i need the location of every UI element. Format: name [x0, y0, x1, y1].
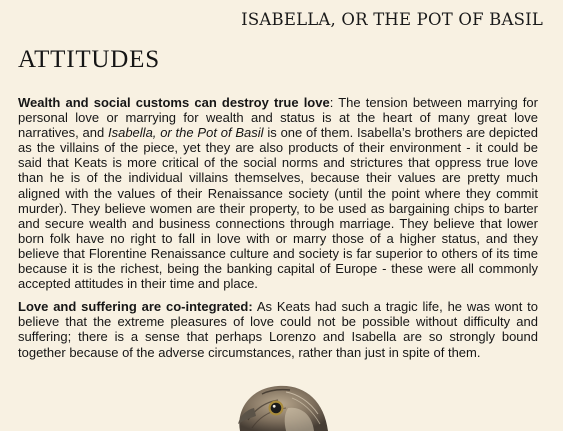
section-body: [18, 95, 538, 368]
section-heading: ATTITUDES: [18, 46, 160, 73]
paragraph-text: The tension between marrying for personal love or marrying for wealth and status is at the heart of many great love narratives, and: [18, 95, 538, 141]
book-title: ISABELLA, OR THE POT OF BASIL: [241, 10, 543, 29]
paragraph-text: As Keats had such a tragic life, he was wont to believe that the extreme pleasures of love could not be possible without difficulty and suffering; there is a sense that perhaps Lorenzo and Isabella are so strongly bound together because of the adverse circumstances, rather than just in spite of them.: [18, 299, 539, 360]
work-title: Isabella, or the Pot of Basil: [107, 125, 264, 141]
eye: [271, 403, 282, 414]
bird-illustration-svg: [226, 378, 336, 431]
paragraph-lead: Love and suffering are co-integrated:: [18, 299, 253, 315]
paragraph-wealth: [18, 95, 538, 291]
bird-head-illustration-icon: [226, 378, 336, 431]
paragraph-text-continued: is one of them. Isabella’s brothers are depicted as the villains of the piece, yet they are also products of their environment - it could be said that Keats is more critical of the social norms and strictures that oppress true love than he is of the individual villains themselves, because their values are pretty much aligned with the values of their Renaissance society (until the point where they commit murder). They believe women are their property, to be used as bargaining chips to barter and secure wealth and business connections through marriage. They believe that lower born folk have no right to fall in love with or marry those of a higher status, and they believe that Florentine Renaissance culture and society is far superior to others of its time because it is the richest, being the banking capital of Europe - these were all commonly accepted attitudes in their time and place.: [18, 125, 538, 292]
paragraph-lead: Wealth and social customs can destroy true love: [18, 95, 330, 110]
lead-separator: :: [329, 95, 339, 110]
paragraph-love-suffering: [18, 299, 538, 359]
